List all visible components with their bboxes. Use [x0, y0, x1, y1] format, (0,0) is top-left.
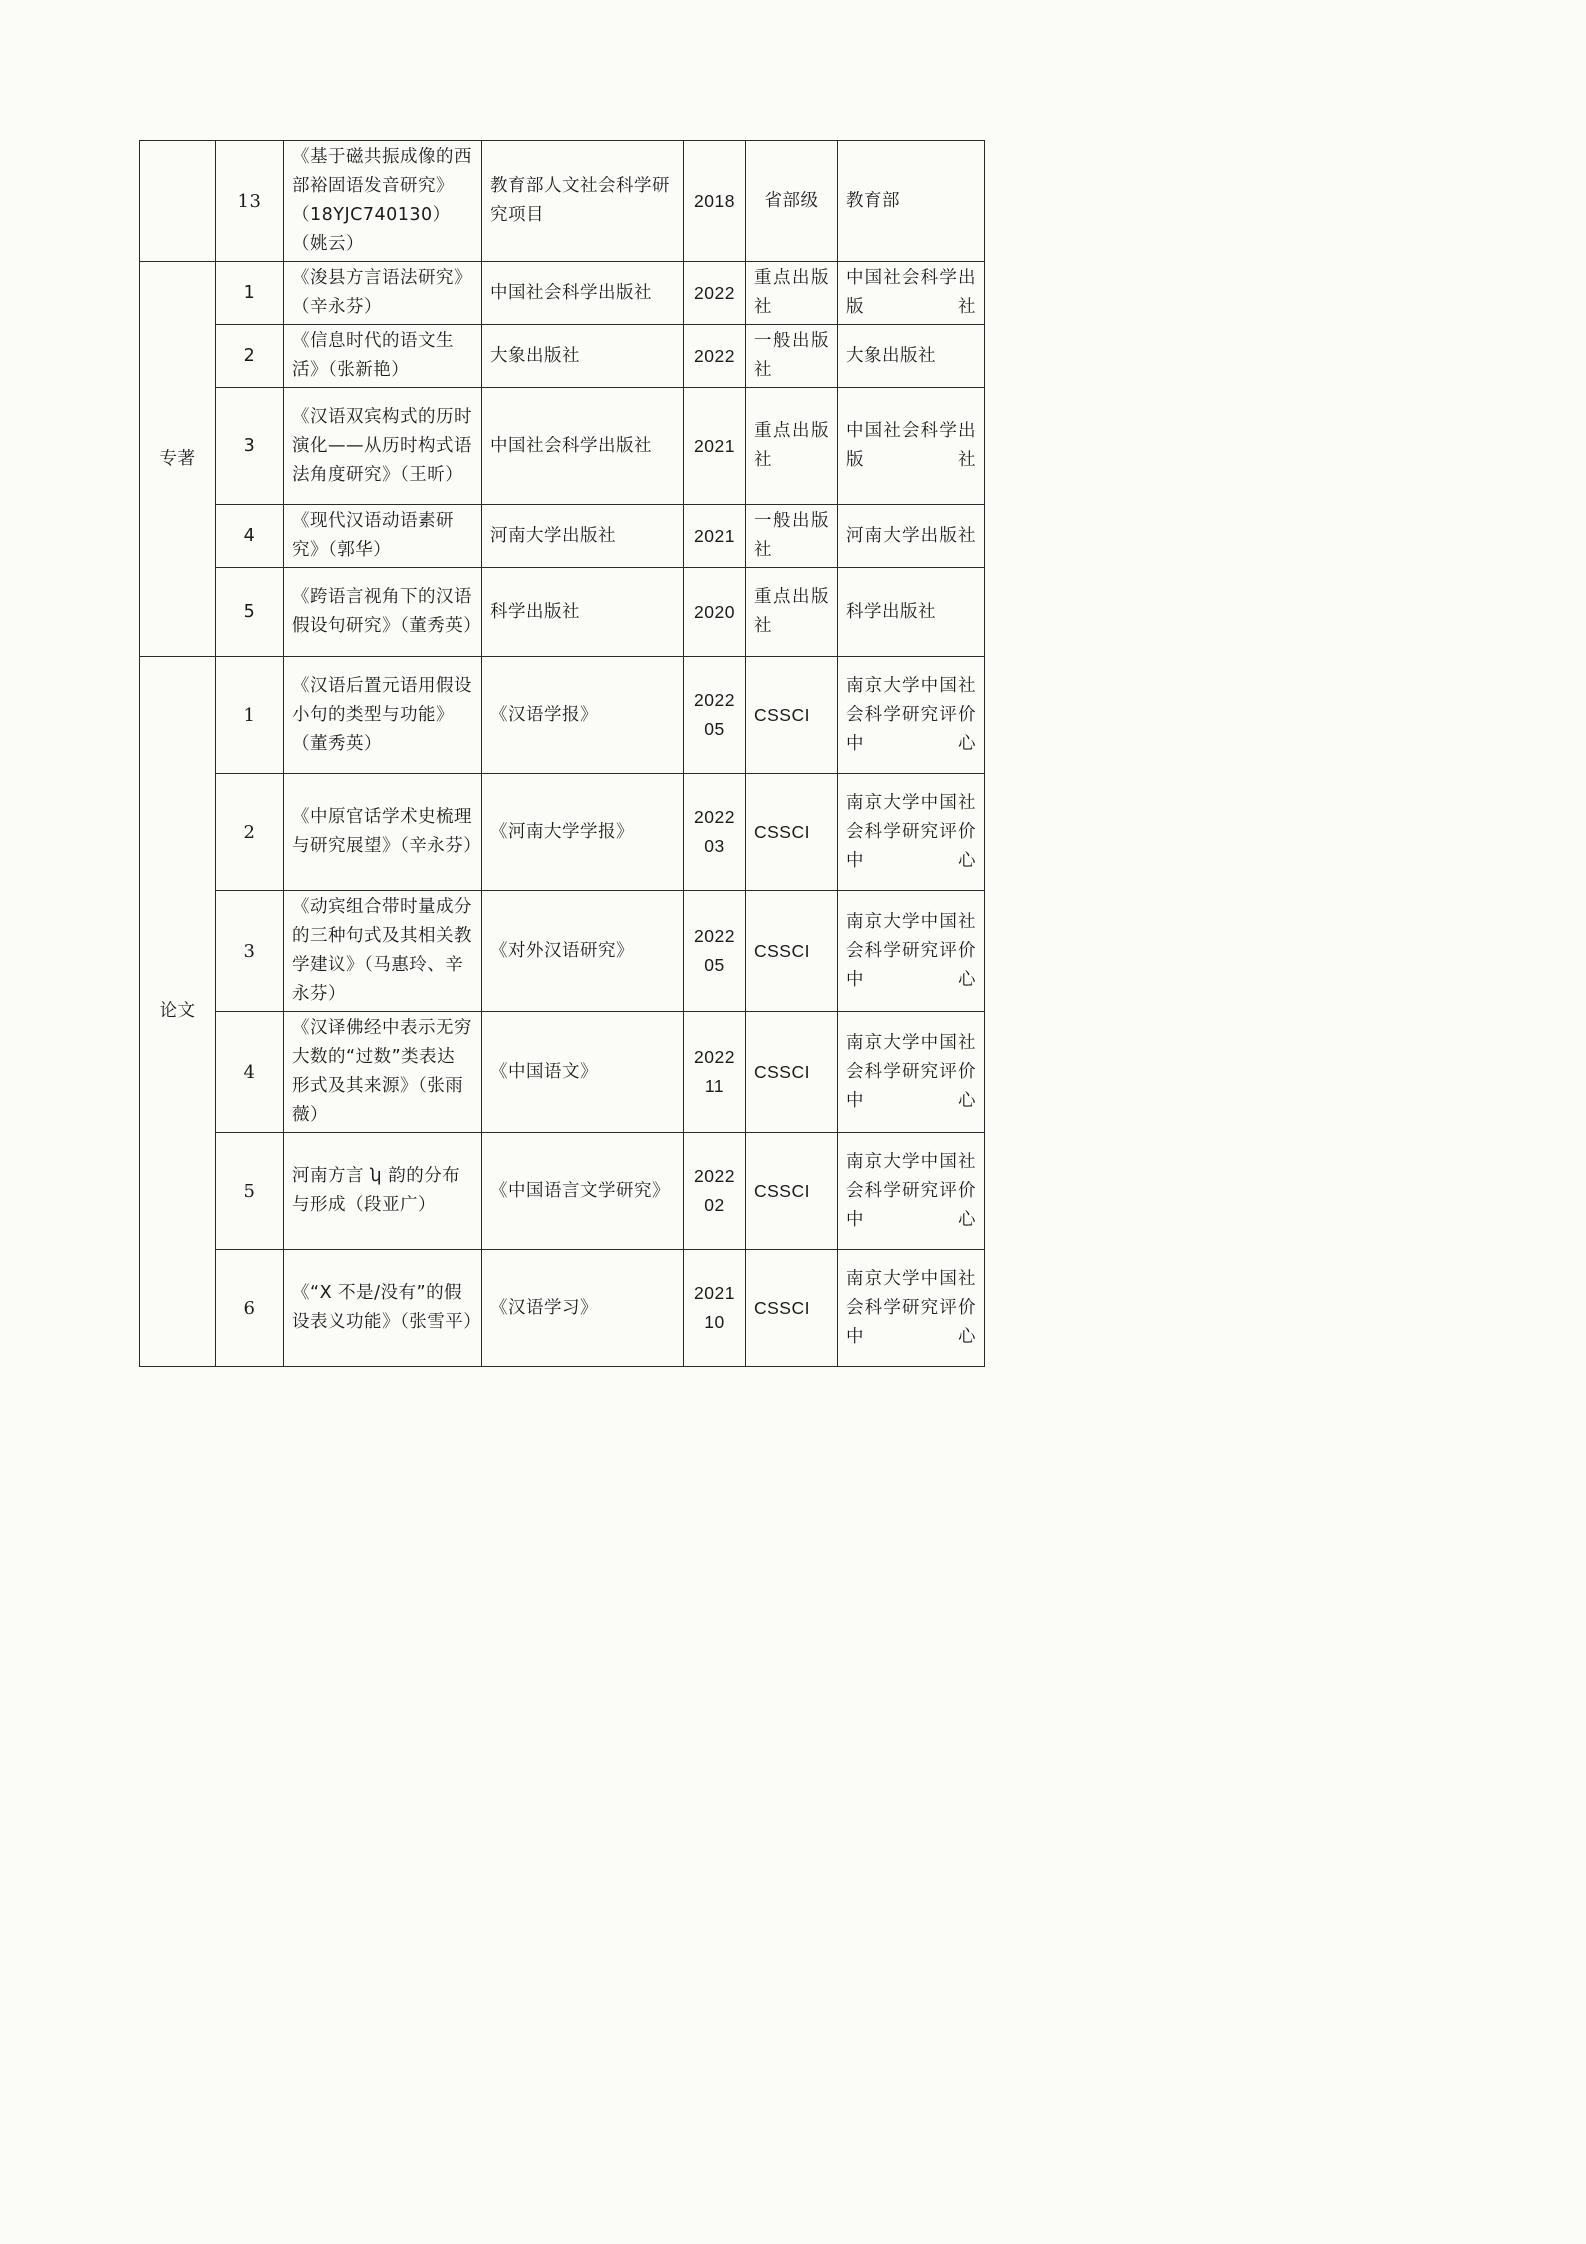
- item-publisher: 大象出版社: [482, 325, 684, 388]
- item-unit: 南京大学中国社会科学研究评价中心: [838, 774, 985, 891]
- row-number: 4: [216, 1012, 284, 1133]
- item-title: 《汉语后置元语用假设小句的类型与功能》（董秀英）: [284, 657, 482, 774]
- item-title: 《“X 不是/没有”的假设表义功能》（张雪平）: [284, 1250, 482, 1367]
- category-cell: [140, 141, 216, 262]
- item-journal: 《汉语学习》: [482, 1250, 684, 1367]
- item-title: 《基于磁共振成像的西部裕固语发音研究》（18YJC740130）（姚云）: [284, 141, 482, 262]
- item-title: 《中原官话学术史梳理与研究展望》（辛永芬）: [284, 774, 482, 891]
- item-year: 2022: [684, 325, 746, 388]
- item-unit: 河南大学出版社: [838, 505, 985, 568]
- item-level: 一般出版社: [746, 505, 838, 568]
- item-unit: 南京大学中国社会科学研究评价中心: [838, 1012, 985, 1133]
- item-year: 2022: [694, 1166, 735, 1186]
- item-month: 02: [704, 1195, 725, 1215]
- item-unit: 南京大学中国社会科学研究评价中心: [838, 1250, 985, 1367]
- item-date: [684, 1012, 746, 1133]
- item-year: 2022: [694, 1047, 735, 1067]
- item-month: 03: [704, 836, 725, 856]
- row-number: 4: [216, 505, 284, 568]
- item-level: CSSCI: [746, 774, 838, 891]
- item-level: 重点出版社: [746, 568, 838, 657]
- row-number: 2: [216, 325, 284, 388]
- item-level: 省部级: [746, 141, 838, 262]
- item-month: 10: [704, 1312, 725, 1332]
- category-monographs: 专著: [140, 262, 216, 657]
- item-journal: 《中国语文》: [482, 1012, 684, 1133]
- item-level: 重点出版社: [746, 388, 838, 505]
- table-row: [140, 1133, 985, 1250]
- item-year: 2021: [694, 1283, 735, 1303]
- row-number: 13: [216, 141, 284, 262]
- item-unit: 南京大学中国社会科学研究评价中心: [838, 891, 985, 1012]
- item-level: CSSCI: [746, 657, 838, 774]
- item-journal: 《中国语言文学研究》: [482, 1133, 684, 1250]
- item-month: 11: [704, 1076, 725, 1096]
- item-level: 重点出版社: [746, 262, 838, 325]
- table-row: [140, 1012, 985, 1133]
- item-level: CSSCI: [746, 1012, 838, 1133]
- row-number: 2: [216, 774, 284, 891]
- item-publisher: 科学出版社: [482, 568, 684, 657]
- item-unit: 教育部: [838, 141, 985, 262]
- item-year: 2022: [694, 807, 735, 827]
- item-unit: 大象出版社: [838, 325, 985, 388]
- item-level: CSSCI: [746, 1133, 838, 1250]
- row-number: 1: [216, 262, 284, 325]
- item-title: 《信息时代的语文生活》（张新艳）: [284, 325, 482, 388]
- item-title: 《动宾组合带时量成分的三种句式及其相关教学建议》（马惠玲、辛永芬）: [284, 891, 482, 1012]
- table-row: [140, 657, 985, 774]
- item-date: [684, 1133, 746, 1250]
- table-row: [140, 1250, 985, 1367]
- item-title: 《跨语言视角下的汉语假设句研究》（董秀英）: [284, 568, 482, 657]
- item-date: [684, 1250, 746, 1367]
- item-year: 2021: [684, 388, 746, 505]
- achievement-table: [139, 140, 985, 1367]
- table-row: [140, 388, 985, 505]
- item-title: 《汉译佛经中表示无穷大数的“过数”类表达形式及其来源》（张雨薇）: [284, 1012, 482, 1133]
- item-source: 教育部人文社会科学研究项目: [482, 141, 684, 262]
- item-unit: 中国社会科学出版社: [838, 262, 985, 325]
- item-title: 《现代汉语动语素研究》（郭华）: [284, 505, 482, 568]
- item-year: 2022: [684, 262, 746, 325]
- row-number: 3: [216, 891, 284, 1012]
- table-row: [140, 262, 985, 325]
- item-year: 2022: [694, 690, 735, 710]
- table-row: [140, 325, 985, 388]
- row-number: 1: [216, 657, 284, 774]
- item-unit: 科学出版社: [838, 568, 985, 657]
- item-level: CSSCI: [746, 1250, 838, 1367]
- item-year: 2018: [684, 141, 746, 262]
- row-number: 3: [216, 388, 284, 505]
- item-month: 05: [704, 955, 725, 975]
- item-unit: 中国社会科学出版社: [838, 388, 985, 505]
- item-publisher: 中国社会科学出版社: [482, 262, 684, 325]
- item-month: 05: [704, 719, 725, 739]
- item-journal: 《汉语学报》: [482, 657, 684, 774]
- item-date: [684, 891, 746, 1012]
- table-row: [140, 141, 985, 262]
- table-row: [140, 568, 985, 657]
- table-row: [140, 891, 985, 1012]
- item-journal: 《河南大学学报》: [482, 774, 684, 891]
- item-date: [684, 774, 746, 891]
- row-number: 5: [216, 568, 284, 657]
- row-number: 5: [216, 1133, 284, 1250]
- item-year: 2021: [684, 505, 746, 568]
- item-journal: 《对外汉语研究》: [482, 891, 684, 1012]
- item-year: 2020: [684, 568, 746, 657]
- item-title: 河南方言 ʮ 韵的分布与形成（段亚广）: [284, 1133, 482, 1250]
- item-title: 《汉语双宾构式的历时演化——从历时构式语法角度研究》（王昕）: [284, 388, 482, 505]
- item-date: [684, 657, 746, 774]
- row-number: 6: [216, 1250, 284, 1367]
- table-row: [140, 774, 985, 891]
- item-year: 2022: [694, 926, 735, 946]
- item-unit: 南京大学中国社会科学研究评价中心: [838, 657, 985, 774]
- table-row: [140, 505, 985, 568]
- item-publisher: 中国社会科学出版社: [482, 388, 684, 505]
- item-title: 《浚县方言语法研究》（辛永芬）: [284, 262, 482, 325]
- item-publisher: 河南大学出版社: [482, 505, 684, 568]
- item-unit: 南京大学中国社会科学研究评价中心: [838, 1133, 985, 1250]
- item-level: CSSCI: [746, 891, 838, 1012]
- category-papers: 论文: [140, 657, 216, 1367]
- item-level: 一般出版社: [746, 325, 838, 388]
